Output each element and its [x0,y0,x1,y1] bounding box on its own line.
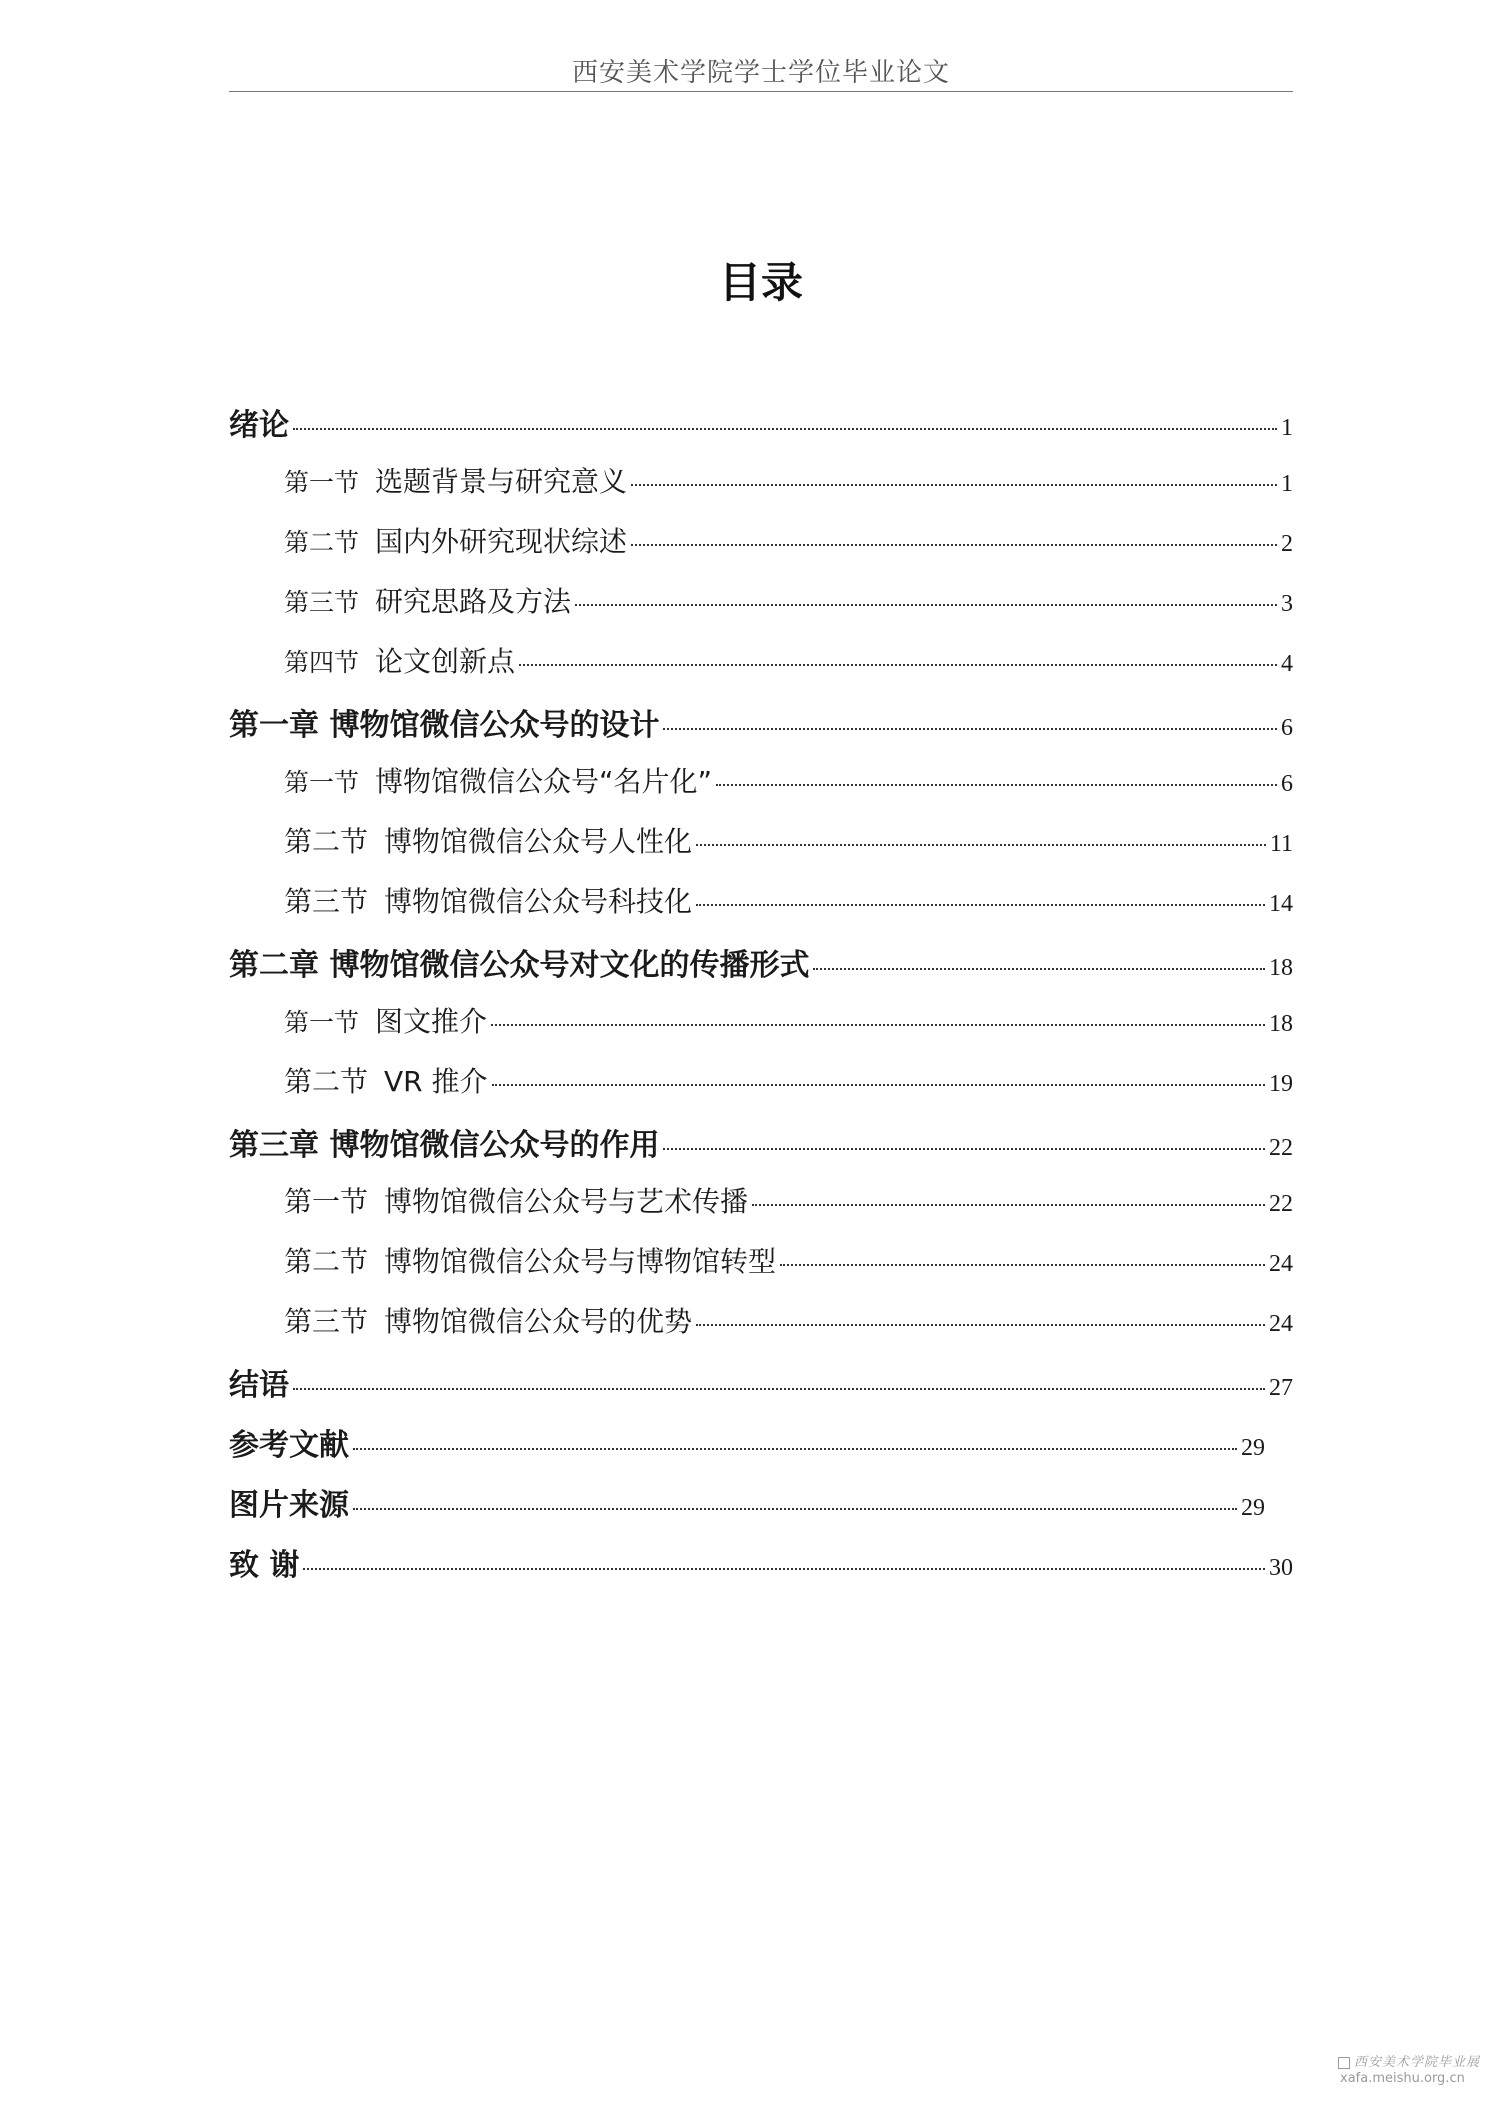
toc-entry-text: 第一章 博物馆微信公众号的设计 [229,708,660,743]
logo-icon [1338,2057,1350,2069]
dot-leader [696,1324,1265,1326]
toc-title: 目录 [718,258,803,307]
toc-entry-text: 结语 [229,1368,289,1403]
section-number: 第一节 [284,1185,369,1218]
dot-leader [752,1204,1265,1206]
table-of-contents [229,400,1293,1600]
toc-entry-text: 图文推介 [375,1005,488,1038]
section-number: 第三节 [284,588,360,617]
watermark [1338,2055,1488,2087]
toc-page-number: 18 [1269,955,1293,981]
section-number: 第一节 [284,468,360,497]
header-divider [229,91,1293,92]
section-number: 第二节 [284,1065,369,1098]
toc-entry-text: 绪论 [229,408,289,443]
toc-page-number: 22 [1269,1191,1293,1217]
toc-entry-text: 图片来源 [229,1488,349,1523]
toc-entry-text: 第二章 博物馆微信公众号对文化的传播形式 [229,948,810,983]
toc-entry-chapter-2[interactable] [229,940,1293,1000]
toc-entry-section[interactable] [229,1240,1293,1300]
toc-page-number: 22 [1269,1135,1293,1161]
toc-entry-acknowledgements[interactable] [229,1540,1293,1600]
toc-entry-text: 致 谢 [229,1548,300,1583]
toc-entry-chapter-3[interactable] [229,1120,1293,1180]
toc-entry-text: 国内外研究现状综述 [375,525,628,558]
section-number: 第一节 [284,768,360,797]
running-header: 西安美术学院学士学位毕业论文 [571,58,950,88]
toc-entry-section[interactable] [229,520,1293,580]
toc-page-number: 6 [1281,771,1293,797]
toc-entry-text: 博物馆微信公众号科技化 [384,885,693,918]
watermark-text: 西安美术学院毕业展 [1354,2055,1481,2070]
dot-leader [696,904,1265,906]
toc-page-number: 1 [1281,415,1293,441]
toc-entry-conclusion[interactable] [229,1360,1293,1420]
toc-entry-text: 参考文献 [229,1428,349,1463]
section-number: 第三节 [284,885,369,918]
dot-leader [631,544,1277,546]
section-number: 第三节 [284,1305,369,1338]
toc-entry-section[interactable] [229,640,1293,700]
toc-entry-references[interactable] [229,1420,1293,1480]
toc-entry-chapter-1[interactable] [229,700,1293,760]
dot-leader [492,1084,1265,1086]
toc-page-number: 27 [1269,1375,1293,1401]
dot-leader [663,1148,1265,1150]
toc-entry-section[interactable] [229,1300,1293,1360]
toc-entry-text: 研究思路及方法 [375,585,572,618]
toc-entry-section[interactable] [229,760,1293,820]
toc-entry-section[interactable] [229,1060,1293,1120]
toc-entry-section[interactable] [229,1000,1293,1060]
toc-entry-section[interactable] [229,580,1293,640]
dot-leader [353,1508,1237,1510]
dot-leader [696,844,1266,846]
dot-leader [519,664,1277,666]
toc-page-number: 1 [1281,471,1293,497]
toc-page-number: 29 [1241,1495,1265,1521]
dot-leader [293,428,1277,430]
toc-entry-section[interactable] [229,1180,1293,1240]
section-number: 第二节 [284,825,369,858]
dot-leader [780,1264,1265,1266]
toc-entry-text: 第三章 博物馆微信公众号的作用 [229,1128,660,1163]
toc-page-number: 19 [1269,1071,1293,1097]
toc-page-number: 30 [1269,1555,1293,1581]
dot-leader [631,484,1277,486]
toc-entry-section[interactable] [229,460,1293,520]
watermark-url: xafa.meishu.org.cn [1340,2071,1465,2086]
toc-entry-text: 博物馆微信公众号“名片化” [375,765,713,798]
toc-page-number: 11 [1269,831,1293,857]
toc-page-number: 14 [1269,891,1293,917]
dot-leader [716,784,1277,786]
toc-entry-text: 博物馆微信公众号的优势 [384,1305,693,1338]
toc-page-number: 29 [1241,1435,1265,1461]
dot-leader [491,1024,1265,1026]
toc-entry-text: VR 推介 [384,1065,488,1098]
dot-leader [293,1388,1265,1390]
toc-entry-section[interactable] [229,820,1293,880]
dot-leader [303,1568,1265,1570]
toc-page-number: 24 [1269,1311,1293,1337]
toc-entry-section[interactable] [229,880,1293,940]
toc-page-number: 6 [1281,715,1293,741]
toc-entry-text: 博物馆微信公众号与艺术传播 [384,1185,749,1218]
dot-leader [813,968,1265,970]
section-number: 第一节 [284,1008,360,1037]
dot-leader [575,604,1277,606]
toc-page-number: 4 [1281,651,1293,677]
dot-leader [663,728,1277,730]
toc-entry-text: 博物馆微信公众号人性化 [384,825,693,858]
toc-page-number: 24 [1269,1251,1293,1277]
toc-entry-image-sources[interactable] [229,1480,1293,1540]
dot-leader [353,1448,1237,1450]
toc-page-number: 3 [1281,591,1293,617]
toc-entry-text: 论文创新点 [375,645,516,678]
toc-page-number: 18 [1269,1011,1293,1037]
section-number: 第二节 [284,528,360,557]
toc-entry-text: 博物馆微信公众号与博物馆转型 [384,1245,777,1278]
toc-entry-intro[interactable] [229,400,1293,460]
toc-entry-text: 选题背景与研究意义 [375,465,628,498]
toc-page-number: 2 [1281,531,1293,557]
section-number: 第四节 [284,648,360,677]
section-number: 第二节 [284,1245,369,1278]
